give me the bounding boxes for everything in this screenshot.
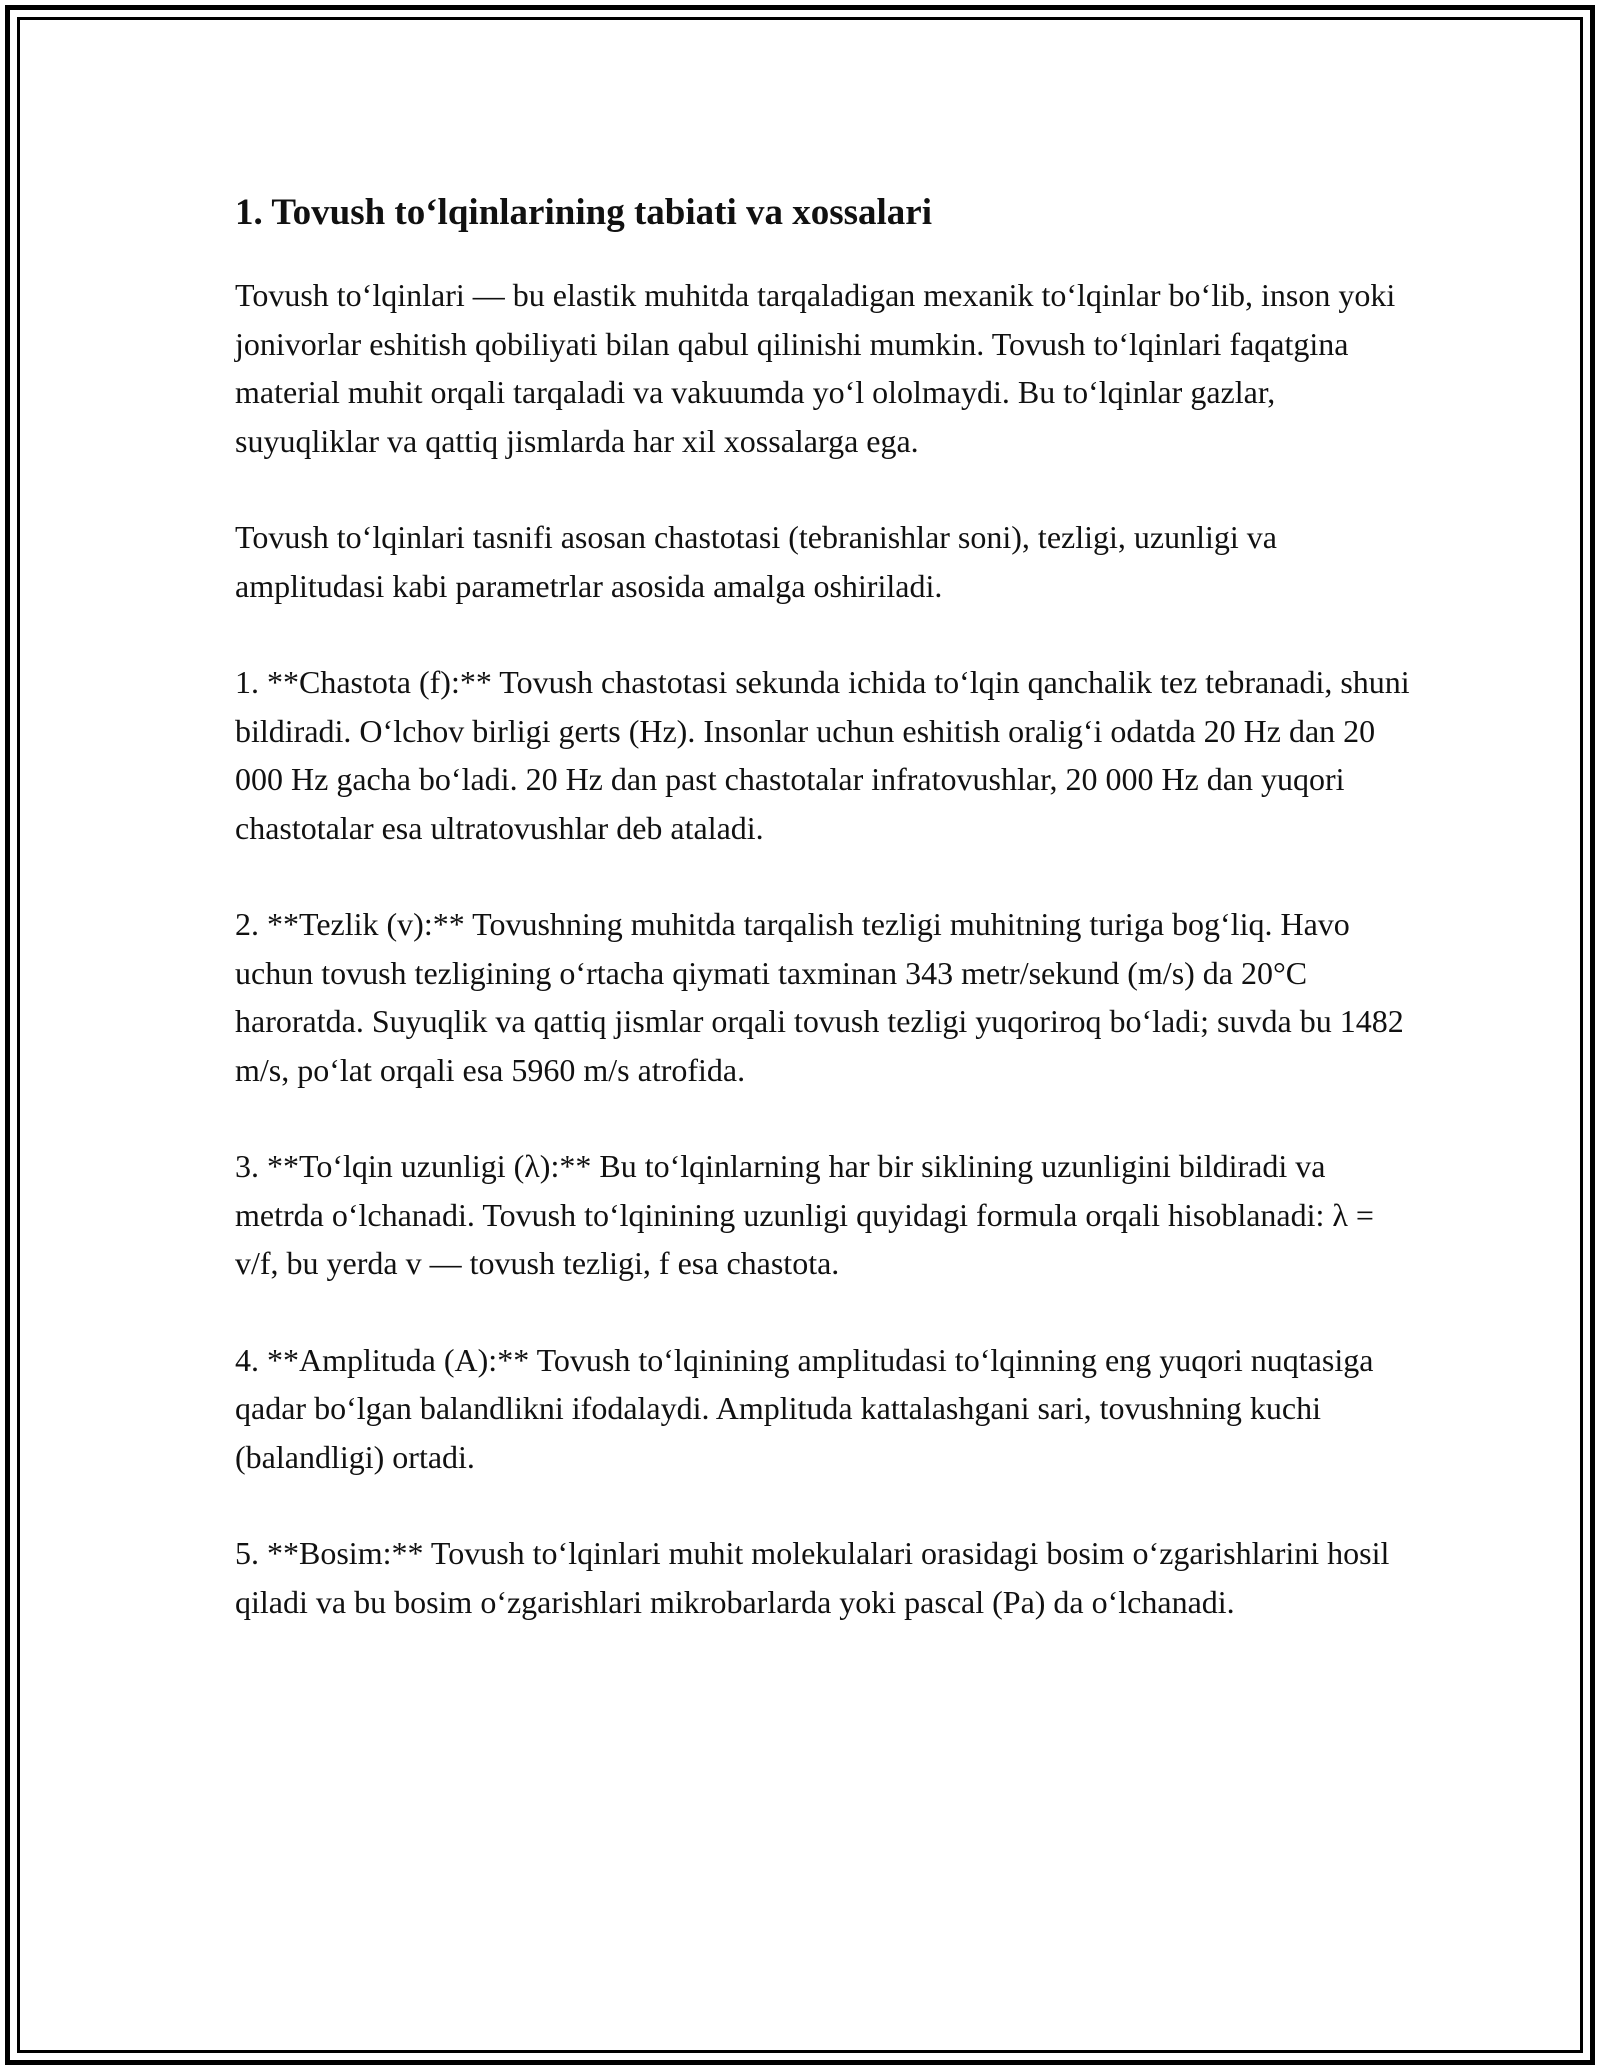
intro-paragraph: Tovush to‘lqinlari — bu elastik muhitda tarqaladigan mexanik to‘lqinlar bo‘lib, inson yoki jonivorlar eshitish qobiliyati bilan qabul qilinishi mumkin. Tovush to‘lqinlari faqatgina material muhit orqali tarqaladi va vakuumda yo‘l ololmaydi. Bu to‘lqinlar gazlar, suyuqliklar va qattiq jismlarda har xil xossalarga ega. xyxy=(235,277,1396,459)
pressure-paragraph: 5. **Bosim:** Tovush to‘lqinlari muhit molekulalari orasidagi bosim o‘zgarishlarini hosil qiladi va bu bosim o‘zgarishlari mikrobarlarda yoki pascal (Pa) da o‘lchanadi. xyxy=(235,1535,1390,1620)
wavelength-paragraph: 3. **To‘lqin uzunligi (λ):** Bu to‘lqinlarning har bir siklining uzunligini bildiradi va metrda o‘lchanadi. Tovush to‘lqinining uzunligi quyidagi formula orqali hisoblanadi: λ = v/f, bu yerda v — tovush tezligi, f esa chastota. xyxy=(235,1148,1374,1281)
frequency-paragraph: 1. **Chastota (f):** Tovush chastotasi sekunda ichida to‘lqin qanchalik tez tebranadi, shuni bildiradi. O‘lchov birligi gerts (Hz). Insonlar uchun eshitish oralig‘i odatda 20 Hz dan 20 000 Hz gacha bo‘ladi. 20 Hz dan past chastotalar infratovushlar, 20 000 Hz dan yuqori chastotalar esa ultratovushlar deb ataladi. xyxy=(235,664,1410,846)
amplitude-paragraph: 4. **Amplituda (A):** Tovush to‘lqinining amplitudasi to‘lqinning eng yuqori nuqtasiga qadar bo‘lgan balandlikni ifodalaydi. Amplituda kattalashgani sari, tovushning kuchi (balandligi) ortadi. xyxy=(235,1341,1374,1475)
speed-paragraph: 2. **Tezlik (v):** Tovushning muhitda tarqalish tezligi muhitning turiga bog‘liq. Havo uchun tovush tezligining o‘rtacha qiymati taxminan 343 metr/sekund (m/s) da 20°C haroratda. Suyuqlik va qattiq jismlar orqali tovush tezligi yuqoriroq bo‘ladi; suvda bu 1482 m/s, po‘lat orqali esa 5960 m/s atrofida. xyxy=(235,906,1404,1088)
classification-paragraph: Tovush to‘lqinlari tasnifi asosan chastotasi (tebranishlar soni), tezligi, uzunligi va amplitudasi kabi parametrlar asosida amalga oshiriladi. xyxy=(235,519,1277,604)
section-heading: 1. Tovush to‘lqinlarining tabiati va xossalari xyxy=(235,192,933,233)
document-body xyxy=(235,185,1415,1674)
